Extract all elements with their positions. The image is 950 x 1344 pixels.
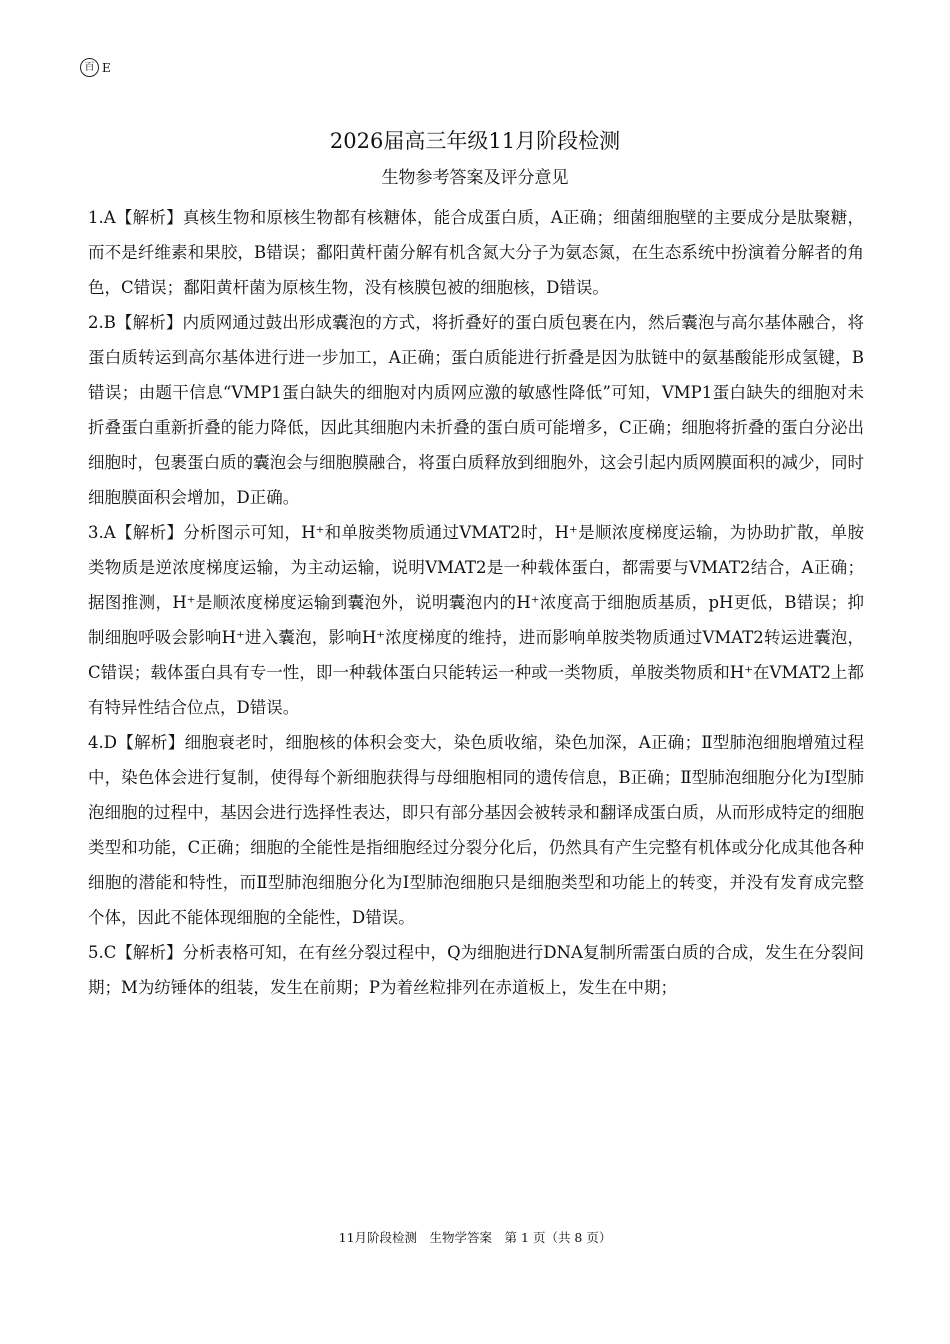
answer-list (88, 200, 864, 1005)
page-footer: 11月阶段检测 生物学答案 第 1 页（共 8 页） (338, 1230, 612, 1245)
answer-item-4: 4.D【解析】细胞衰老时，细胞核的体积会变大，染色质收缩，染色加深，A正确；Ⅱ型肺泡细胞增殖过程中，染色体会进行复制，使得每个新细胞获得与母细胞相同的遗传信息，B正确；Ⅱ型肺泡细胞分化为Ⅰ型肺泡细胞的过程中，基因会进行选择性表达，即只有部分基因会被转录和翻译成蛋白质，从而形成特定的细胞类型和功能，C正确；细胞的全能性是指细胞经过分裂分化后，仍然具有产生完整有机体或分化成其他各种细胞的潜能和特性，而Ⅱ型肺泡细胞分化为Ⅰ型肺泡细胞只是细胞类型和功能上的转变，并没有发育成完整个体，因此不能体现细胞的全能性，D错误。 (88, 733, 864, 927)
answer-item-2: 2.B【解析】内质网通过鼓出形成囊泡的方式，将折叠好的蛋白质包裹在内，然后囊泡与高尔基体融合，将蛋白质转运到高尔基体进行进一步加工，A正确；蛋白质能进行折叠是因为肽链中的氨基酸能形成氢键，B错误；由题干信息“VMP1蛋白缺失的细胞对内质网应激的敏感性降低”可知，VMP1蛋白缺失的细胞对未折叠蛋白重新折叠的能力降低，因此其细胞内未折叠的蛋白质可能增多，C正确；细胞将折叠的蛋白分泌出细胞时，包裹蛋白质的囊泡会与细胞膜融合，将蛋白质释放到细胞外，这会引起内质网膜面积的减少，同时细胞膜面积会增加，D正确。 (88, 313, 864, 507)
answer-item-3: 3.A【解析】分析图示可知，H⁺和单胺类物质通过VMAT2时，H⁺是顺浓度梯度运输，为协助扩散，单胺类物质是逆浓度梯度运输，为主动运输，说明VMAT2是一种载体蛋白，都需要与VMAT2结合，A正确；据图推测，H⁺是顺浓度梯度运输到囊泡外，说明囊泡内的H⁺浓度高于细胞质基质，pH更低，B错误；抑制细胞呼吸会影响H⁺进入囊泡，影响H⁺浓度梯度的维持，进而影响单胺类物质通过VMAT2转运进囊泡，C错误；载体蛋白具有专一性，即一种载体蛋白只能转运一种或一类物质，单胺类物质和H⁺在VMAT2上都有特异性结合位点，D错误。 (88, 523, 864, 717)
answer-item-1: 1.A【解析】真核生物和原核生物都有核糖体，能合成蛋白质，A正确；细菌细胞壁的主要成分是肽聚糖，而不是纤维素和果胶，B错误；鄱阳黄杆菌分解有机含氮大分子为氨态氮，在生态系统中扮演着分解者的角色，C错误；鄱阳黄杆菌为原核生物，没有核膜包被的细胞核，D错误。 (88, 208, 864, 297)
page-subtitle: 生物参考答案及评分意见 (381, 168, 569, 188)
page-title: 2026届高三年级11月阶段检测 (329, 129, 621, 153)
logo-letter: E (102, 60, 111, 75)
header-logo (80, 58, 111, 77)
answer-item-5: 5.C【解析】分析表格可知，在有丝分裂过程中，Q为细胞进行DNA复制所需蛋白质的合成，发生在分裂间期；M为纺锤体的组装，发生在前期；P为着丝粒排列在赤道板上，发生在中期； (88, 943, 864, 997)
logo-circle-icon: 百 (80, 58, 99, 77)
